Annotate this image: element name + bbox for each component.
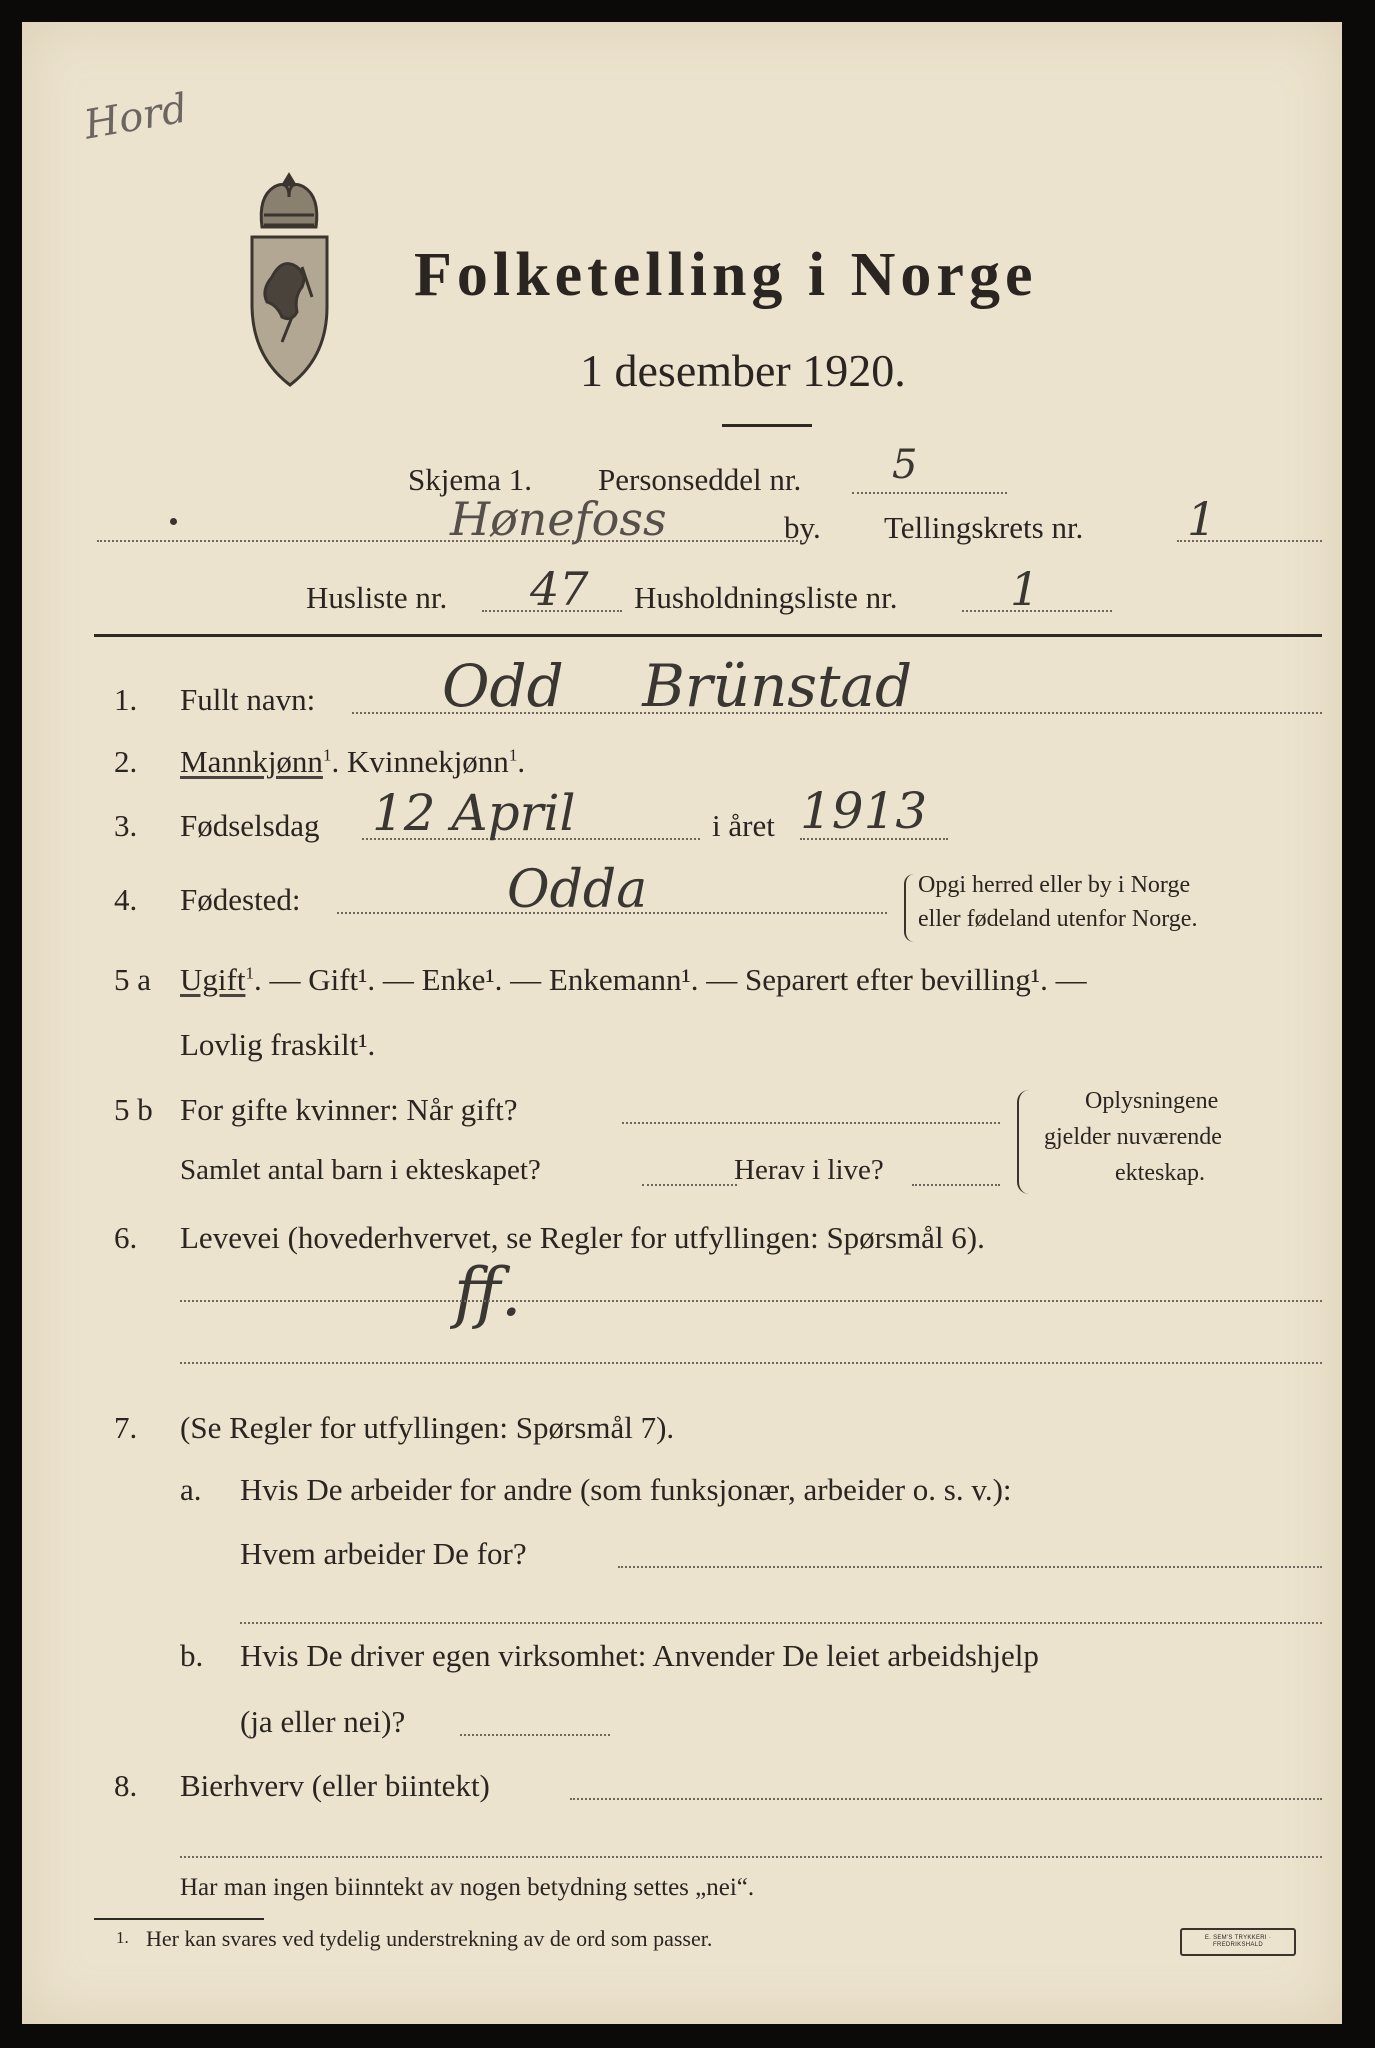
- printer-stamp-text: E. SEM'S TRYKKERI · FREDRIKSHALD: [1204, 1935, 1272, 1948]
- personseddel-value: 5: [892, 442, 918, 488]
- census-form-page: [22, 22, 1342, 2024]
- q2-dot-1: .: [331, 744, 340, 779]
- q8-field-1[interactable]: [570, 1798, 1322, 1800]
- header-rule: [94, 634, 1322, 637]
- page-title: Folketelling i Norge: [414, 241, 1038, 309]
- q7a-letter: a.: [180, 1472, 202, 1507]
- footnote-text: Her kan svares ved tydelig understrekning av de ord som passer.: [146, 1926, 713, 1951]
- q5a-options: [180, 962, 1087, 998]
- coat-of-arms-icon: [242, 167, 337, 392]
- q5a-rest: — Gift¹. — Enke¹. — Enkemann¹. — Separert efter bevilling¹. —: [269, 962, 1087, 997]
- tellingskrets-label: Tellingskrets nr.: [884, 510, 1084, 545]
- personseddel-field[interactable]: [852, 492, 1007, 494]
- q4-brace: [904, 874, 914, 942]
- husliste-label: Husliste nr.: [306, 580, 448, 615]
- q5a-number: 5 a: [114, 962, 152, 997]
- q4-number: 4.: [114, 882, 138, 917]
- title-divider: [722, 424, 812, 427]
- q5a-ugift-sup: 1: [245, 963, 254, 983]
- skjema-label: Skjema 1.: [408, 462, 532, 497]
- q3-label: Fødselsdag: [180, 808, 320, 843]
- tellingskrets-value: 1: [1187, 492, 1217, 546]
- q7b-question: (ja eller nei)?: [240, 1704, 406, 1739]
- q8-note: Har man ingen biinntekt av nogen betydning settes „nei“.: [180, 1874, 755, 1901]
- husholdningsliste-label: Husholdningsliste nr.: [634, 580, 898, 615]
- husholdningsliste-value: 1: [1010, 562, 1040, 616]
- q4-value: Odda: [507, 860, 648, 920]
- q7b-field[interactable]: [460, 1734, 610, 1736]
- q7a-field-2[interactable]: [240, 1622, 1322, 1624]
- q5b-note3: ekteskap.: [1115, 1160, 1205, 1186]
- q7b-text: Hvis De driver egen virksomhet: Anvender De leiet arbeidshjelp: [240, 1638, 1039, 1673]
- q3-value: 12 April: [372, 784, 576, 842]
- q5b-line2a: Samlet antal barn i ekteskapet?: [180, 1154, 541, 1186]
- q1-label: Fullt navn:: [180, 682, 316, 717]
- footnote-rule: [94, 1918, 264, 1920]
- q5b-note1: Oplysningene: [1085, 1088, 1219, 1114]
- q2-dot-2: .: [517, 744, 526, 779]
- q2-kvinne[interactable]: Kvinnekjønn: [346, 744, 509, 779]
- q5b-number: 5 b: [114, 1092, 153, 1127]
- place-value: Hønefoss: [450, 492, 667, 546]
- q6-value: ff.: [454, 1254, 522, 1331]
- q7a-text: Hvis De arbeider for andre (som funksjonær, arbeider o. s. v.):: [240, 1472, 1012, 1507]
- q6-label: Levevei (hovederhvervet, se Regler for utfyllingen: Spørsmål 6).: [180, 1220, 985, 1255]
- footnote-mark: 1.: [116, 1928, 129, 1947]
- q2-number: 2.: [114, 744, 138, 779]
- q5b-naar-gift-field[interactable]: [622, 1122, 1000, 1124]
- q6-field-2[interactable]: [180, 1362, 1322, 1364]
- q4-note-line2: eller fødeland utenfor Norge.: [918, 906, 1198, 932]
- q2-options: [180, 744, 525, 780]
- q6-number: 6.: [114, 1220, 138, 1255]
- q2-sup-2: 1: [508, 745, 518, 765]
- husliste-value: 47: [530, 562, 589, 616]
- page-subtitle: 1 desember 1920.: [580, 345, 906, 396]
- q4-note-line1: Opgi herred eller by i Norge: [918, 872, 1191, 898]
- q6-field-1[interactable]: [180, 1300, 1322, 1302]
- q2-sup-1: 1: [322, 745, 332, 765]
- by-label: by.: [784, 510, 821, 545]
- personseddel-label: Personseddel nr.: [598, 462, 802, 497]
- q3-number: 3.: [114, 808, 138, 843]
- q5b-line1: For gifte kvinner: Når gift?: [180, 1092, 518, 1127]
- q2-mann[interactable]: Mannkjønn: [180, 744, 323, 779]
- q1-value: Odd Brünstad: [442, 652, 913, 720]
- q5a-ugift-dot: .: [253, 962, 262, 997]
- q4-label: Fødested:: [180, 882, 301, 917]
- q5b-note2: gjelder nuværende: [1044, 1124, 1222, 1150]
- q7-label: (Se Regler for utfyllingen: Spørsmål 7).: [180, 1410, 675, 1445]
- q8-number: 8.: [114, 1768, 138, 1803]
- q5a-line2: Lovlig fraskilt¹.: [180, 1027, 376, 1062]
- q8-label: Bierhverv (eller biintekt): [180, 1768, 490, 1803]
- q1-number: 1.: [114, 682, 138, 717]
- q3-aaret-label: i året: [712, 808, 775, 843]
- q5b-line2b: Herav i live?: [734, 1154, 884, 1186]
- corner-note: Hord: [80, 85, 191, 149]
- q3-year-value: 1913: [800, 782, 928, 840]
- q5b-brace: [1017, 1090, 1029, 1194]
- q7a-question: Hvem arbeider De for?: [240, 1536, 527, 1571]
- q7-number: 7.: [114, 1410, 138, 1445]
- q7b-letter: b.: [180, 1638, 204, 1673]
- q7a-field-1[interactable]: [618, 1566, 1322, 1568]
- dot-mark: [170, 518, 177, 525]
- q5a-ugift[interactable]: Ugift: [180, 962, 246, 997]
- q8-field-2[interactable]: [180, 1856, 1322, 1858]
- q5b-barn-field[interactable]: [642, 1184, 737, 1186]
- printer-stamp: [1180, 1928, 1296, 1956]
- q5b-herav-field[interactable]: [912, 1184, 1000, 1186]
